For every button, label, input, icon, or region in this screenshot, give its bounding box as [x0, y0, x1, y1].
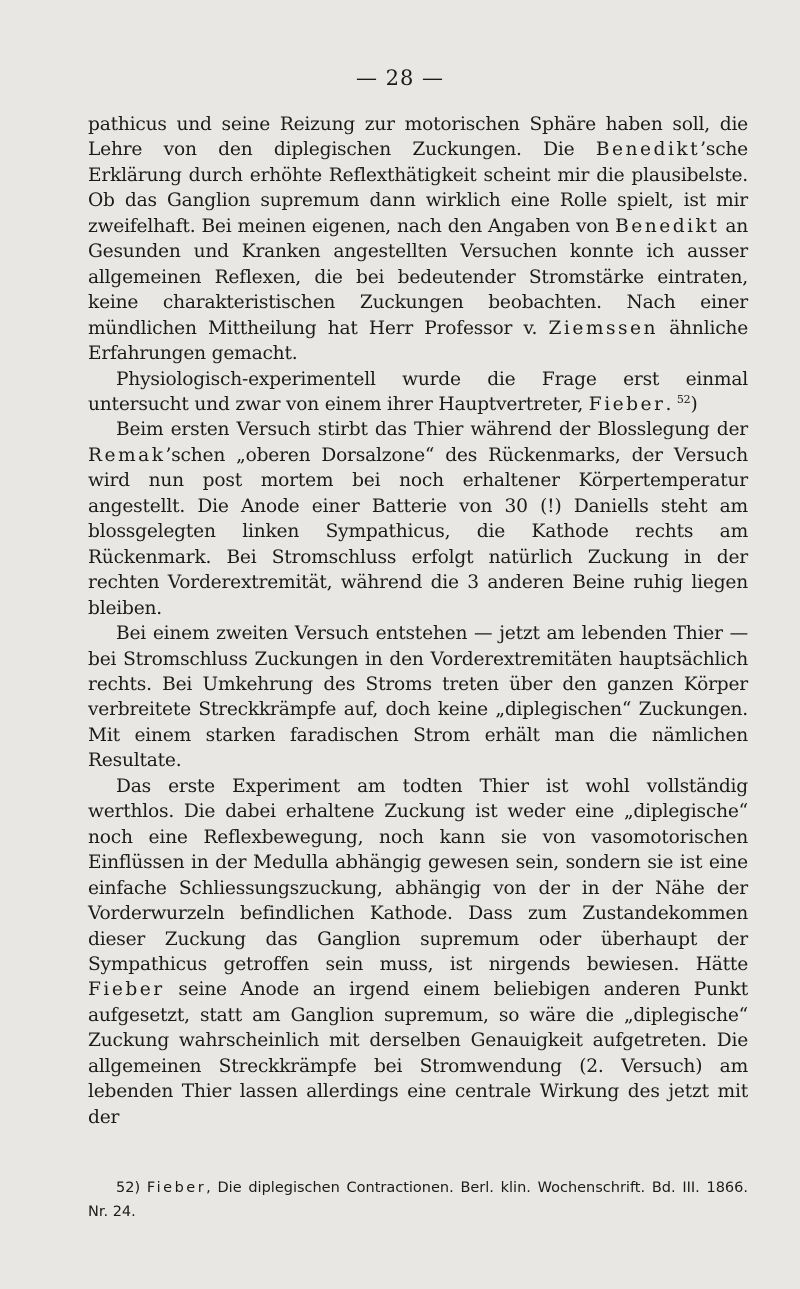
- spaced-name: Benedikt: [615, 215, 720, 237]
- spaced-name: Benedikt: [595, 139, 701, 161]
- spaced-name: Ziemssen: [548, 317, 659, 339]
- text-run: pathicus und seine Reizung zur motorischen Sphäre haben soll, die Lehre von den diplegischen Zuckungen. Die: [88, 114, 748, 161]
- text-run: Beim ersten Versuch stirbt das Thier während der Blosslegung der: [116, 419, 748, 441]
- text-run: .: [665, 393, 677, 415]
- text-run: Physiologisch-experimentell wurde die Frage erst einmal untersucht und zwar von einem ihrer Hauptvertreter,: [88, 368, 748, 415]
- footnote-text: , Die diplegischen Contractionen. Berl. klin. Wochenschrift. Bd. III. 1866. Nr. 24.: [88, 1180, 748, 1220]
- text-run: Bei einem zweiten Versuch entstehen — jetzt am lebenden Thier — bei Stromschluss Zuckungen in den Vorderextremitäten hauptsächlich rechts. Bei Umkehrung des Stroms treten über den ganzen Körper verbreitete Streckkrämpfe auf, doch keine „diplegischen“ Zuckungen. Mit einem starken faradischen Strom erhält man die nämlichen Resultate.: [88, 623, 748, 772]
- text-run: ähnliche Erfahrungen gemacht.: [88, 317, 748, 365]
- page-number: — 28 —: [355, 66, 445, 90]
- text-run: ’schen „oberen Dorsalzone“ des Rückenmarks, der Versuch wird nun post mortem bei noch erhaltener Körpertemperatur angestellt. Die Anode einer Batterie von 30 (!) Daniells steht am blossgelegten linken Sympathicus, die Kathode rechts am Rückenmark. Bei Stromschluss erfolgt natürlich Zuckung in der rechten Vorderextremität, während die 3 anderen Beine ruhig liegen bleiben.: [88, 444, 748, 619]
- paragraph-1: [88, 112, 748, 367]
- footnote-number: 52): [116, 1180, 141, 1196]
- paragraph-4: [88, 621, 748, 774]
- text-run: seine Anode an irgend einem beliebigen anderen Punkt aufgesetzt, statt am Ganglion supremum, so wäre die „diplegische“ Zuckung wahrscheinlich mit derselben Genauigkeit aufgetreten. Die allgemeinen Streckkrämpfe bei Stromwendung (2. Versuch) am lebenden Thier lassen allerdings eine centrale Wirkung des jetzt mit der: [88, 979, 748, 1128]
- text-run: an Gesunden und Kranken angestellten Versuchen konnte ich ausser allgemeinen Reflexen, die bei bedeutender Stromstärke eintraten, keine charakteristischen Zuckungen beobachten. Nach einer mündlichen Mittheilung hat Herr Professor v.: [88, 215, 749, 339]
- paragraph-3: [88, 417, 748, 621]
- text-run: Das erste Experiment am todten Thier ist wohl vollständig werthlos. Die dabei erhaltene Zuckung ist weder eine „diplegische“ noch eine Reflexbewegung, noch kann sie von vasomotorischen Einflüssen in der Medulla abhängig gewesen sein, sondern sie ist eine einfache Schliessungszuckung, abhängig von der in der Nähe der Vorderwurzeln befindlichen Kathode. Dass zum Zustandekommen dieser Zuckung das Ganglion supremum oder überhaupt der Sympathicus getroffen sein muss, ist nirgends bewiesen. Hätte: [88, 775, 748, 975]
- text-run: ): [690, 393, 698, 415]
- text-run: ’sche Erklärung durch erhöhte Reflexthätigkeit scheint mir die plausibelste. Ob das Ganglion supremum dann wirklich eine Rolle spielt, ist mir zweifelhaft. Bei meinen eigenen, nach den Angaben von: [88, 139, 748, 237]
- spaced-name: Fieber: [588, 393, 666, 415]
- paragraph-5: [88, 774, 748, 1130]
- footnote-author: Fieber: [146, 1180, 207, 1196]
- footnote-ref: 52: [676, 392, 691, 406]
- body-text: [88, 112, 748, 1130]
- spaced-name: Fieber: [88, 979, 165, 1001]
- footnote: [88, 1176, 748, 1224]
- spaced-name: Remak: [88, 444, 166, 466]
- footnote-52: [88, 1176, 748, 1224]
- paragraph-2: [88, 367, 748, 418]
